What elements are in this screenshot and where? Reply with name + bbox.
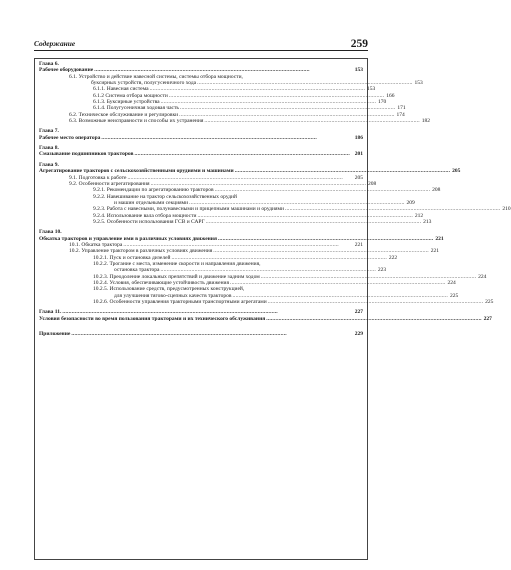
chapter-title-row[interactable] [39, 135, 363, 141]
chapter-label: Глава 6. [39, 61, 59, 67]
page-number: 259 [350, 38, 368, 50]
toc-entry-text: 10.2. Управление трактором в различных условиях движения [69, 248, 213, 255]
chapter-title: Условия безопасности во время пользования тракторами и их технического обслуживания [39, 315, 266, 322]
chapter-title: Рабочее место оператора [39, 134, 101, 141]
toc-entry-text: 6.1. Устройство и действие навесной системы, системы отбора мощности, [69, 73, 243, 80]
page-ref: 153 [414, 80, 423, 87]
toc-entry-text: 10.1. Обкатка трактора [69, 241, 123, 248]
chapter-label: Глава 10. [39, 229, 62, 236]
toc-entry-text: 6.1.3. Буксирные устройства [93, 99, 160, 106]
page-ref: 208 [368, 180, 377, 187]
page-ref: 201 [354, 151, 363, 158]
page-header [34, 36, 368, 51]
page-ref: 174 [396, 111, 405, 118]
page-ref: 205 [452, 168, 461, 175]
chapter-title: Обкатка тракторов и управление ими в различных условиях движения [39, 235, 217, 242]
chapter-title: Смазывание подшипников тракторов [39, 151, 134, 158]
chapter-8 [39, 145, 363, 158]
toc-entry-text: 10.2.5. Использование средств, предусмотренных конструкцией, [93, 286, 245, 293]
appendix-title: Приложение [39, 331, 71, 338]
page-ref: 223 [377, 267, 387, 274]
page-ref: 224 [447, 280, 456, 286]
toc-entry-text: 9.2.4. Использование вала отбора мощности [93, 212, 197, 219]
page-ref: 221 [354, 241, 363, 248]
page-ref: 221 [430, 248, 439, 255]
chapter-title-row[interactable] [39, 67, 363, 73]
page-ref: 171 [397, 105, 406, 112]
toc-entry-text: 9.2. Особенности агрегатирования [69, 180, 150, 187]
page-ref: 225 [485, 299, 494, 306]
page-ref: 209 [406, 199, 415, 206]
toc-entry-text: 9.2.3. Работа с навесными, полунавесными и прицепными машинами и орудиями [93, 206, 284, 213]
page-ref: 225 [449, 292, 459, 299]
toc-entry-text: 6.1.4. Полугусеничная ходовая часть [93, 105, 179, 112]
page-ref: 170 [378, 99, 387, 106]
toc-entry[interactable] [39, 218, 432, 225]
toc-entry-text: 10.2.6. Особенности управления тракторными транспортными агрегатами [93, 299, 267, 306]
page-ref: 182 [421, 118, 431, 125]
page-ref: 212 [414, 212, 424, 219]
page-ref: 222 [388, 254, 398, 261]
page-ref: 210 [502, 206, 511, 213]
chapter-7 [39, 128, 363, 141]
toc-entry-continuation: и машин отдельными секциями [114, 199, 189, 206]
toc-entry-text: 9.2.2. Навешивание на трактор сельскохозяйственных орудий [93, 193, 237, 200]
toc-entry-text: 6.2. Техническое обслуживание и регулировки [69, 111, 179, 118]
section-title: Содержание [34, 39, 76, 48]
page-ref: 213 [423, 218, 432, 225]
page-ref: 166 [386, 92, 395, 99]
chapter-title: Агрегатирование тракторов с сельскохозяйственными орудиями и машинами [39, 168, 234, 175]
toc-entry-text: 9.1. Подготовка к работе [69, 174, 127, 181]
appendix [39, 331, 363, 337]
toc-entry-continuation: остановка трактора [114, 267, 160, 274]
toc-entry-text: 9.2.5. Особенности использования ГСВ и САРГ [93, 218, 205, 225]
page-ref: 208 [432, 187, 441, 194]
page-ref: 227 [483, 315, 492, 322]
toc-entry-text: 6.3. Возможные неисправности и способы их устранения [69, 118, 204, 125]
toc-entry-text: 6.1.2 Система отбора мощности [93, 92, 168, 99]
toc-entry-continuation: буксирных устройств, полугусеничного хода [91, 80, 197, 87]
chapter-label: Глава 8. [39, 145, 59, 152]
toc-entry-text: 10.2.1. Пуск и остановка дизелей [93, 254, 171, 261]
toc-entry-text: 10.2.3. Преодоление локальных препятствий и движение задним ходом [93, 273, 260, 280]
chapter-11 [39, 309, 492, 322]
toc-entry[interactable] [39, 118, 431, 125]
chapter-9 [39, 161, 511, 225]
page-ref: 224 [478, 273, 487, 280]
chapter-label: Глава 7. [39, 128, 59, 135]
toc-entry[interactable] [39, 299, 494, 306]
page-ref: 153 [354, 67, 363, 74]
chapter-10 [39, 229, 494, 306]
toc-entry-text: 10.2.4. Условия, обеспечивающие устойчивость движения [93, 280, 230, 286]
chapter-title-row[interactable] [39, 315, 492, 322]
page-ref: 229 [354, 331, 363, 338]
page-ref: 227 [354, 309, 363, 316]
toc-entry-text: 9.2.1. Рекомендации по агрегатированию тракторов [93, 187, 214, 194]
page-ref: 153 [367, 86, 376, 93]
table-of-contents [34, 58, 511, 560]
page-ref: 221 [435, 235, 444, 242]
chapter-title: Рабочее оборудование [39, 67, 94, 74]
page-ref: 186 [354, 134, 363, 141]
chapter-6 [39, 61, 431, 125]
page-ref: 205 [354, 174, 363, 181]
chapter-title-row[interactable] [39, 151, 363, 157]
chapter-label: Глава 9. [39, 161, 59, 168]
toc-entry-continuation: для улучшения тягово-сцепных качеств тракторов [114, 292, 232, 299]
chapter-label: Глава 11. [39, 309, 62, 316]
toc-entry-text: 6.1.1. Навесная система [93, 86, 149, 93]
appendix-row[interactable] [39, 331, 363, 337]
toc-entry-text: 10.2.2. Трогание с места, изменение скорости и направления движения, [93, 260, 261, 267]
